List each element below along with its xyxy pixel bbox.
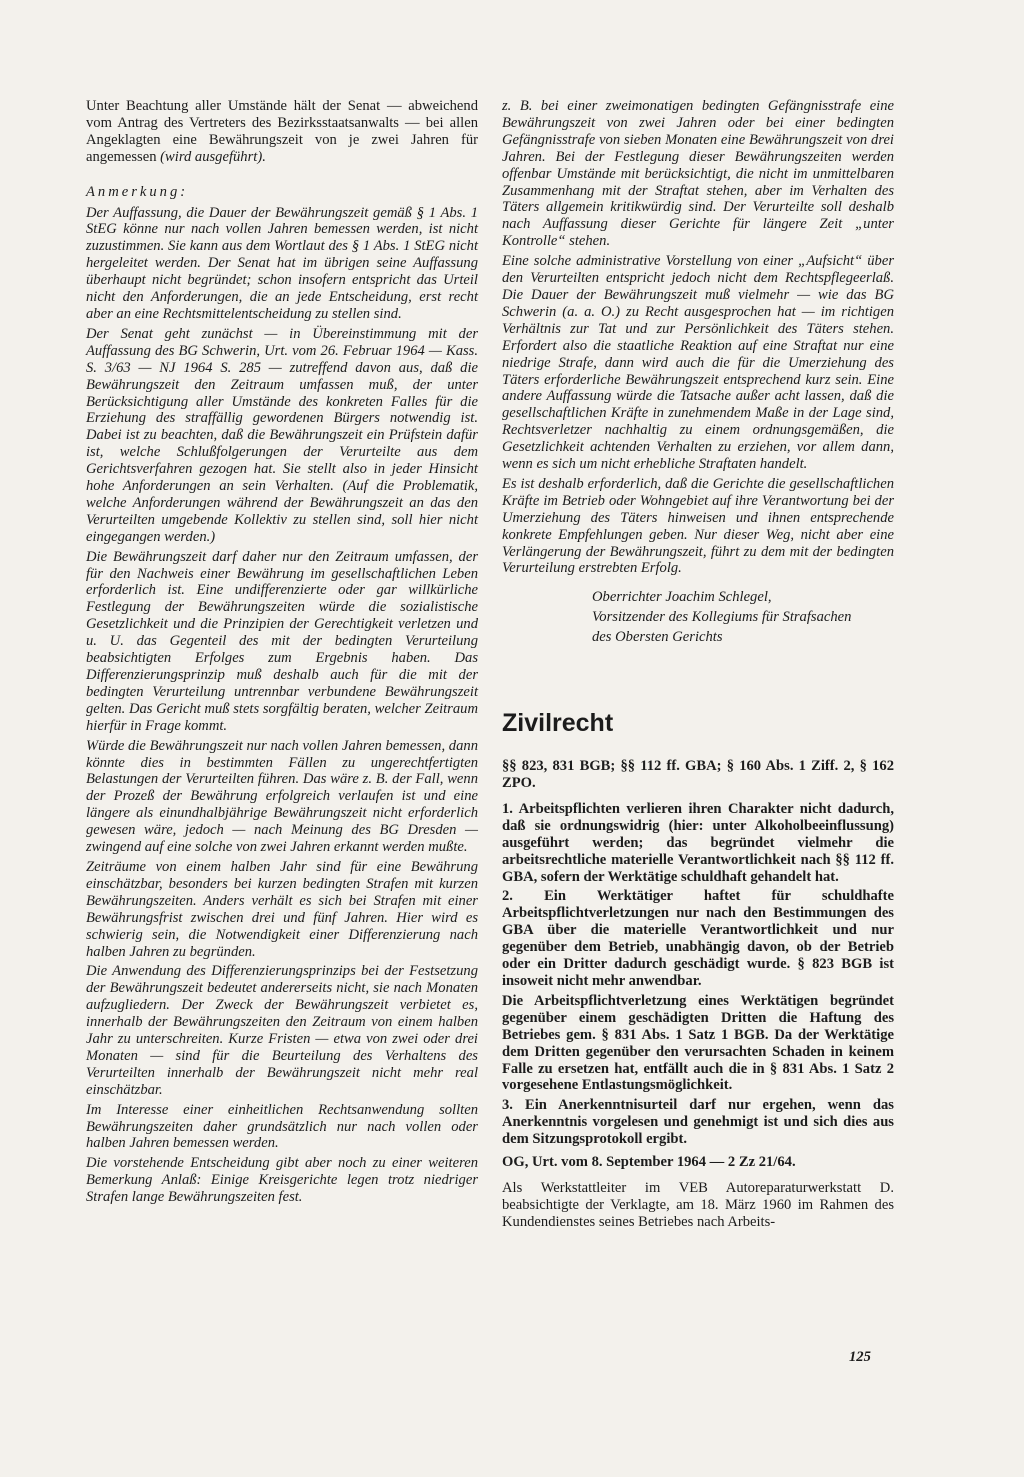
intro-note: (wird ausgeführt). bbox=[160, 148, 266, 165]
annotation-paragraph: Würde die Bewährungszeit nur nach vollen Jahren bemessen, dann könnte dies in bestimmten Fällen zu ungerechtfertigten Belastungen der Verurteilten führen. Das wäre z. B. der Fall, wenn der Prozeß der Bewährung erfolgreich verlaufen ist und eine längere als einundhalbjährige Bewährungszeit nicht erforderlich gewesen wäre, jedoch — nach Meinung des BG Dresden — zwingend auf eine solche von zwei Jahren erkannt werden mußte. bbox=[86, 737, 478, 856]
annotation-paragraph: z. B. bei einer zweimonatigen bedingten Gefängnisstrafe eine Bewährungszeit von zwei Jahren oder bei einer bedingten Gefängnisstrafe von sieben Monaten eine Bewährungszeit von drei Jahren. Bei der Festlegung dieser Bewährungszeiten werden offenbar Umstände mit berücksichtigt, die nicht im unmittelbaren Zusammenhang mit der Straftat stehen, aber im Verhalten des Täters allgemein kritikwürdig sind. Der Verurteilte soll deshalb nach Auffassung dieser Gerichte für längere Zeit „unter Kontrolle“ stehen. bbox=[502, 98, 894, 250]
annotation-paragraph: Die Bewährungszeit darf daher nur den Zeitraum umfassen, der für den Nachweis einer Bewährung im gesellschaftlichen Leben erforderlich ist. Eine undifferenzierte oder gar willkürliche Festlegung der Bewährungszeiten würde die sozialistische Gesetzlichkeit und die Prinzipien der Gerechtigkeit verletzen und u. U. das Gegenteil des mit der bedingten Verurteilung beabsichtigten Erfolges zum Ergebnis haben. Das Differenzierungsprinzip muß deshalb auch für die mit der bedingten Verurteilung untrennbar verbundene Bewährungszeit gelten. Das Gericht muß stets sorgfältig beraten, welcher Zeitraum hierfür in Frage kommt. bbox=[86, 548, 478, 734]
annotation-paragraph: Eine solche administrative Vorstellung von einer „Aufsicht“ über den Verurteilten entspricht jedoch nicht dem Rechtspflegeerlaß. Die Dauer der Bewährungszeit muß vielmehr — wie das BG Schwerin (a. a. O.) zu Recht ausgesprochen hat — im richtigen Verhältnis zur Tat und zur Persönlichkeit des Täters stehen. Erfordert also die staatliche Reaktion auf eine Straftat nur eine niedrige Strafe, dann wird auch die für die Umerziehung des Täters erforderliche Bewährungszeit entsprechend kurz sein. Eine andere Auffassung würde die Tatsache außer acht lassen, daß die gesellschaftlichen Kräfte in zunehmendem Maße in der Lage sind, Rechtsverletzer nachhaltig zu einem ordnungsgemäßen, die Gesetzlichkeit achtenden Verhalten zu erziehen, vor allem dann, wenn es sich um nicht erhebliche Straftaten handelt. bbox=[502, 253, 894, 473]
norm-references: §§ 823, 831 BGB; §§ 112 ff. GBA; § 160 Abs. 1 Ziff. 2, § 162 ZPO. bbox=[502, 758, 894, 791]
annotation-paragraph: Zeiträume von einem halben Jahr sind für eine Bewährung einschätzbar, besonders bei kurzen bedingten Strafen mit kurzen Bewährungszeiten. Anders verhält es sich bei Strafen mit einer Bewährungsfrist zwischen drei und fünf Jahren. Hier wird es schwierig sein, die Notwendigkeit einer Differenzierung nach halben Jahren zu begründen. bbox=[86, 858, 478, 960]
left-column bbox=[86, 98, 478, 1209]
intro-paragraph bbox=[86, 98, 478, 166]
note-heading: Anmerkung: bbox=[86, 183, 189, 200]
headnote: 2. Ein Werktätiger haftet für schuldhafte Arbeitspflichtverletzungen nur nach den Bestimmungen des GBA über die materielle Verantwortlichkeit und nur gegenüber dem Betrieb, unabhängig davon, ob der Betrieb oder ein Dritter dadurch geschädigt wurde. § 823 BGB ist insoweit nicht mehr anwendbar. bbox=[502, 888, 894, 989]
annotation-paragraph: Der Senat geht zunächst — in Übereinstimmung mit der Auffassung des BG Schwerin, Urt. vom 26. Februar 1964 — Kass. S. 3/63 — NJ 1964 S. 285 — zutreffend davon aus, daß die Bewährungszeit den Zeitraum umfassen muß, der unter Berücksichtigung aller Umstände des konkreten Falles für die Erziehung des straffällig gewordenen Bürgers notwendig ist. Dabei ist zu beachten, daß die Bewährungszeit ein Prüfstein dafür ist, welche Schlußfolgerungen der Verurteilte aus dem Gerichtsverfahren gezogen hat. Sie stellt also in jeder Hinsicht hohe Anforderungen an sein Verhalten. (Auf die Problematik, welche Anforderungen während der Bewährungszeit an das den Verurteilten umgebende Kollektiv zu stellen sind, soll hier nicht eingegangen werden.) bbox=[86, 325, 478, 545]
headnote: 3. Ein Anerkenntnisurteil darf nur ergehen, wenn das Anerkenntnis vorgelesen und genehmigt ist und sich dies aus dem Sitzungsprotokoll ergibt. bbox=[502, 1097, 894, 1148]
annotation-paragraph: Es ist deshalb erforderlich, daß die Gerichte die gesellschaftlichen Kräfte im Betrieb oder Wohngebiet auf ihre Verantwortung bei der Umerziehung des Täters hinweisen und ihnen entsprechende konkrete Empfehlungen geben. Nur dieser Weg, nicht aber eine Verlängerung der Bewährungszeit, führt zu dem mit der bedingten Verurteilung erstrebten Erfolg. bbox=[502, 475, 894, 577]
annotation-paragraph: Der Auffassung, die Dauer der Bewährungszeit gemäß § 1 Abs. 1 StEG könne nur nach vollen Jahren bemessen werden, ist nicht zuzustimmen. Sie kann aus dem Wortlaut des § 1 Abs. 1 StEG nicht hergeleitet werden. Der Senat hat im übrigen seine Auffassung überhaupt nicht begründet; schon insofern entspricht das Urteil nicht den Anforderungen, die an jede Entscheidung, erst recht aber an eine Rechtsmittelentscheidung zu stellen sind. bbox=[86, 204, 478, 322]
signature-name: Oberrichter Joachim Schlegel, bbox=[592, 589, 772, 606]
signature-title: Vorsitzender des Kollegiums für Strafsachen bbox=[592, 609, 852, 626]
right-column bbox=[502, 98, 894, 1234]
annotation-paragraph: Die vorstehende Entscheidung gibt aber noch zu einer weiteren Bemerkung Anlaß: Einige Kreisgerichte legen trotz niedriger Strafen lange Bewährungszeiten fest. bbox=[86, 1155, 478, 1206]
page-number: 125 bbox=[849, 1349, 871, 1365]
signature-court: des Obersten Gerichts bbox=[592, 629, 723, 646]
section-title: Zivilrecht bbox=[502, 709, 614, 738]
headnote: 1. Arbeitspflichten verlieren ihren Charakter nicht dadurch, daß sie ordnungswidrig (hier: unter Alkoholbeeinflussung) ausgeführt werden; das begründet vielmehr die arbeitsrechtliche materielle Verantwortlichkeit nach §§ 112 ff. GBA, sofern der Werktätige schuldhaft gehandelt hat. bbox=[502, 800, 894, 885]
court-reference: OG, Urt. vom 8. September 1964 — 2 Zz 21/64. bbox=[502, 1154, 796, 1171]
headnote: Die Arbeitspflichtverletzung eines Werktätigen begründet gegenüber einem geschädigten Dritten die Haftung des Betriebes gem. § 831 Abs. 1 Satz 1 BGB. Da der Werktätige dem Dritten gegenüber den verursachten Schaden in keinem Falle zu ersetzen hat, entfällt auch die in § 831 Abs. 1 Satz 2 vorgesehene Entlastungsmöglichkeit. bbox=[502, 992, 894, 1094]
annotation-paragraph: Die Anwendung des Differenzierungsprinzips bei der Festsetzung der Bewährungszeit bedeutet andererseits nicht, sie nach Monaten aufzugliedern. Der Zweck der Bewährungszeit verbietet es, innerhalb der Bewährungszeiten den Zeitraum von einem halben Jahr zu unterschreiten. Kurze Fristen — etwa von zwei oder drei Monaten — sind für die Beurteilung des Verhaltens des Verurteilten innerhalb der Bewährungszeit nicht mehr real einschätzbar. bbox=[86, 963, 478, 1098]
signature-block bbox=[592, 589, 894, 646]
annotation-paragraph: Im Interesse einer einheitlichen Rechtsanwendung sollten Bewährungszeiten daher grundsätzlich nur nach vollen oder halben Jahren bemessen werden. bbox=[86, 1101, 478, 1152]
intro-text: Unter Beachtung aller Umstände hält der Senat — abweichend vom Antrag des Vertreters des Bezirksstaatsanwalts — bei allen Angeklagten eine Bewährungszeit von je zwei Jahren für angemessen bbox=[86, 98, 478, 165]
facts-paragraph: Als Werkstattleiter im VEB Autoreparaturwerkstatt D. beabsichtigte der Verklagte, am 18. März 1960 im Rahmen des Kundendienstes seines Betriebes nach Arbeits- bbox=[502, 1179, 894, 1230]
